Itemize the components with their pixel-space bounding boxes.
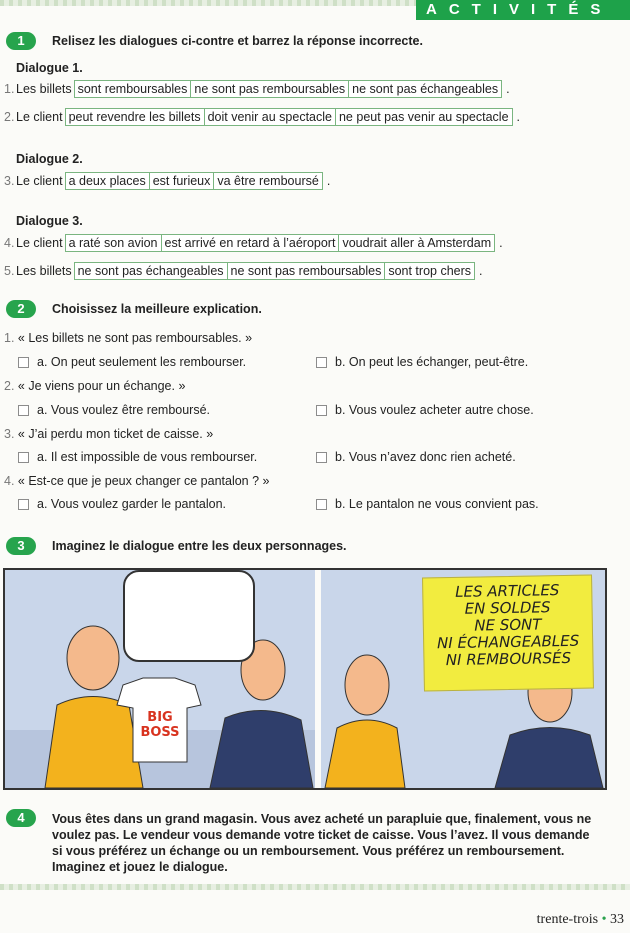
dialogue-3-heading: Dialogue 3.	[16, 214, 83, 228]
section-header: ACTIVITÉS	[416, 0, 630, 20]
answer-option[interactable]: peut revendre les billets	[65, 108, 205, 126]
checkbox-icon[interactable]	[316, 357, 327, 368]
clerk-suit	[210, 710, 313, 788]
page-number: 33	[610, 912, 624, 927]
checkbox-icon[interactable]	[316, 452, 327, 463]
line-end: .	[506, 82, 510, 96]
ex2-question-3	[4, 427, 213, 441]
question-number: 2.	[4, 379, 15, 393]
answer-option[interactable]: est arrivé en retard à l’aéroport	[161, 234, 340, 252]
dialogue-2-heading: Dialogue 2.	[16, 152, 83, 166]
line-end: .	[499, 236, 503, 250]
option-label: b. Vous voulez acheter autre chose.	[335, 403, 534, 417]
exercise-3-title: Imaginez le dialogue entre les deux personnages.	[52, 539, 347, 553]
option-label: a. Vous voulez être remboursé.	[37, 403, 211, 417]
exercise-2-title: Choisissez la meilleure explication.	[52, 302, 262, 316]
dialogue-1-heading: Dialogue 1.	[16, 61, 83, 75]
answer-option[interactable]: a deux places	[65, 172, 150, 190]
answer-option[interactable]: va être remboursé	[213, 172, 322, 190]
bottom-decorative-band	[0, 884, 630, 890]
ex2-q2-option-a[interactable]	[18, 403, 210, 417]
checkbox-icon[interactable]	[316, 405, 327, 416]
answer-option[interactable]: voudrait aller à Amsterdam	[338, 234, 495, 252]
customer-shirt	[45, 697, 143, 789]
answer-option[interactable]: ne peut pas venir au spectacle	[335, 108, 513, 126]
ex2-q1-option-b[interactable]	[316, 355, 528, 369]
option-label: b. Vous n’avez donc rien acheté.	[335, 450, 516, 464]
line-number: 1.	[4, 82, 15, 96]
question-number: 4.	[4, 474, 15, 488]
line-lead: Le client	[16, 110, 63, 124]
checkbox-icon[interactable]	[18, 405, 29, 416]
store-sign	[422, 575, 594, 692]
answer-option[interactable]: sont trop chers	[384, 262, 475, 280]
sign-line: EN SOLDES	[464, 598, 551, 618]
ex2-q2-option-b[interactable]	[316, 403, 534, 417]
question-number: 3.	[4, 427, 15, 441]
answer-option[interactable]: ne sont pas remboursables	[227, 262, 386, 280]
ex1-line-3	[4, 172, 330, 190]
empty-speech-bubble	[123, 570, 255, 662]
line-number: 4.	[4, 236, 15, 250]
option-label: a. Vous voulez garder le pantalon.	[37, 497, 227, 511]
line-end: .	[516, 110, 521, 124]
exercise-1-title: Relisez les dialogues ci-contre et barrez la réponse incorrecte.	[52, 34, 423, 48]
answer-option[interactable]: doit venir au spectacle	[204, 108, 336, 126]
exercise-4-instructions: Vous êtes dans un grand magasin. Vous avez acheté un parapluie que, finalement, vous ne voulez pas. Le vendeur vous demande votre ticket de caisse. Vous l’avez. Il vous demande si vous préférez un échange ou un remboursement. Vous préférez un remboursement. Imaginez et jouez le dialogue.	[52, 812, 592, 874]
ex2-q3-option-a[interactable]	[18, 450, 257, 464]
sign-line: NE SONT	[474, 615, 542, 635]
checkbox-icon[interactable]	[18, 499, 29, 510]
answer-option[interactable]: ne sont pas échangeables	[74, 262, 228, 280]
checkbox-icon[interactable]	[18, 452, 29, 463]
bullet-icon: •	[601, 912, 607, 927]
sign-line: LES ARTICLES	[454, 581, 560, 601]
clerk-suit-panel-2	[495, 728, 603, 789]
option-label: a. On peut seulement les rembourser.	[37, 355, 247, 369]
customer-shirt-panel-2	[325, 720, 405, 788]
customer-head	[67, 626, 119, 690]
checkbox-icon[interactable]	[18, 357, 29, 368]
ex2-q4-option-b[interactable]	[316, 497, 539, 511]
ex1-line-2	[4, 108, 520, 126]
customer-head-panel-2	[345, 655, 389, 715]
answer-option[interactable]: est furieux	[149, 172, 215, 190]
ex2-q4-option-a[interactable]	[18, 497, 226, 511]
answer-option[interactable]: a raté son avion	[65, 234, 162, 252]
ex2-question-1	[4, 331, 252, 345]
line-lead: Les billets	[16, 82, 72, 96]
question-quote: « Est-ce que je peux changer ce pantalon ? »	[17, 474, 270, 488]
line-lead: Les billets	[16, 264, 72, 278]
checkbox-icon[interactable]	[316, 499, 327, 510]
ex2-question-2	[4, 379, 185, 393]
ex2-q3-option-b[interactable]	[316, 450, 516, 464]
ex2-q1-option-a[interactable]	[18, 355, 246, 369]
ex1-line-5	[4, 262, 483, 280]
question-quote: « Je viens pour un échange. »	[17, 379, 186, 393]
panel-divider	[315, 570, 321, 788]
line-end: .	[326, 174, 331, 188]
question-quote: « Les billets ne sont pas remboursables. »	[17, 331, 253, 345]
page-footer	[537, 912, 624, 928]
answer-option[interactable]: ne sont pas échangeables	[348, 80, 502, 98]
page-word: trente-trois	[536, 912, 599, 927]
answer-option[interactable]: ne sont pas remboursables	[190, 80, 349, 98]
option-label: a. Il est impossible de vous rembourser.	[37, 450, 258, 464]
question-number: 1.	[4, 331, 15, 345]
answer-option[interactable]: sont remboursables	[74, 80, 192, 98]
line-end: .	[479, 264, 483, 278]
sign-line: NI REMBOURSÉS	[445, 648, 572, 670]
sign-line: NI ÉCHANGEABLES	[436, 631, 580, 653]
tshirt-print: BIG BOSS	[140, 710, 180, 740]
option-label: b. Le pantalon ne vous convient pas.	[335, 497, 539, 511]
option-label: b. On peut les échanger, peut-être.	[335, 355, 529, 369]
ex2-question-4	[4, 474, 269, 488]
question-quote: « J’ai perdu mon ticket de caisse. »	[17, 427, 214, 441]
line-number: 2.	[4, 110, 15, 124]
ex1-line-4	[4, 234, 503, 252]
line-number: 3.	[4, 174, 15, 188]
ex1-line-1	[4, 80, 510, 98]
line-lead: Le client	[16, 236, 63, 250]
exercise-2-badge: 2	[6, 300, 36, 318]
line-number: 5.	[4, 264, 15, 278]
exercise-1-badge: 1	[6, 32, 36, 50]
line-lead: Le client	[16, 174, 63, 188]
exercise-4-badge: 4	[6, 809, 36, 827]
exercise-3-badge: 3	[6, 537, 36, 555]
comic-illustration	[3, 568, 607, 790]
